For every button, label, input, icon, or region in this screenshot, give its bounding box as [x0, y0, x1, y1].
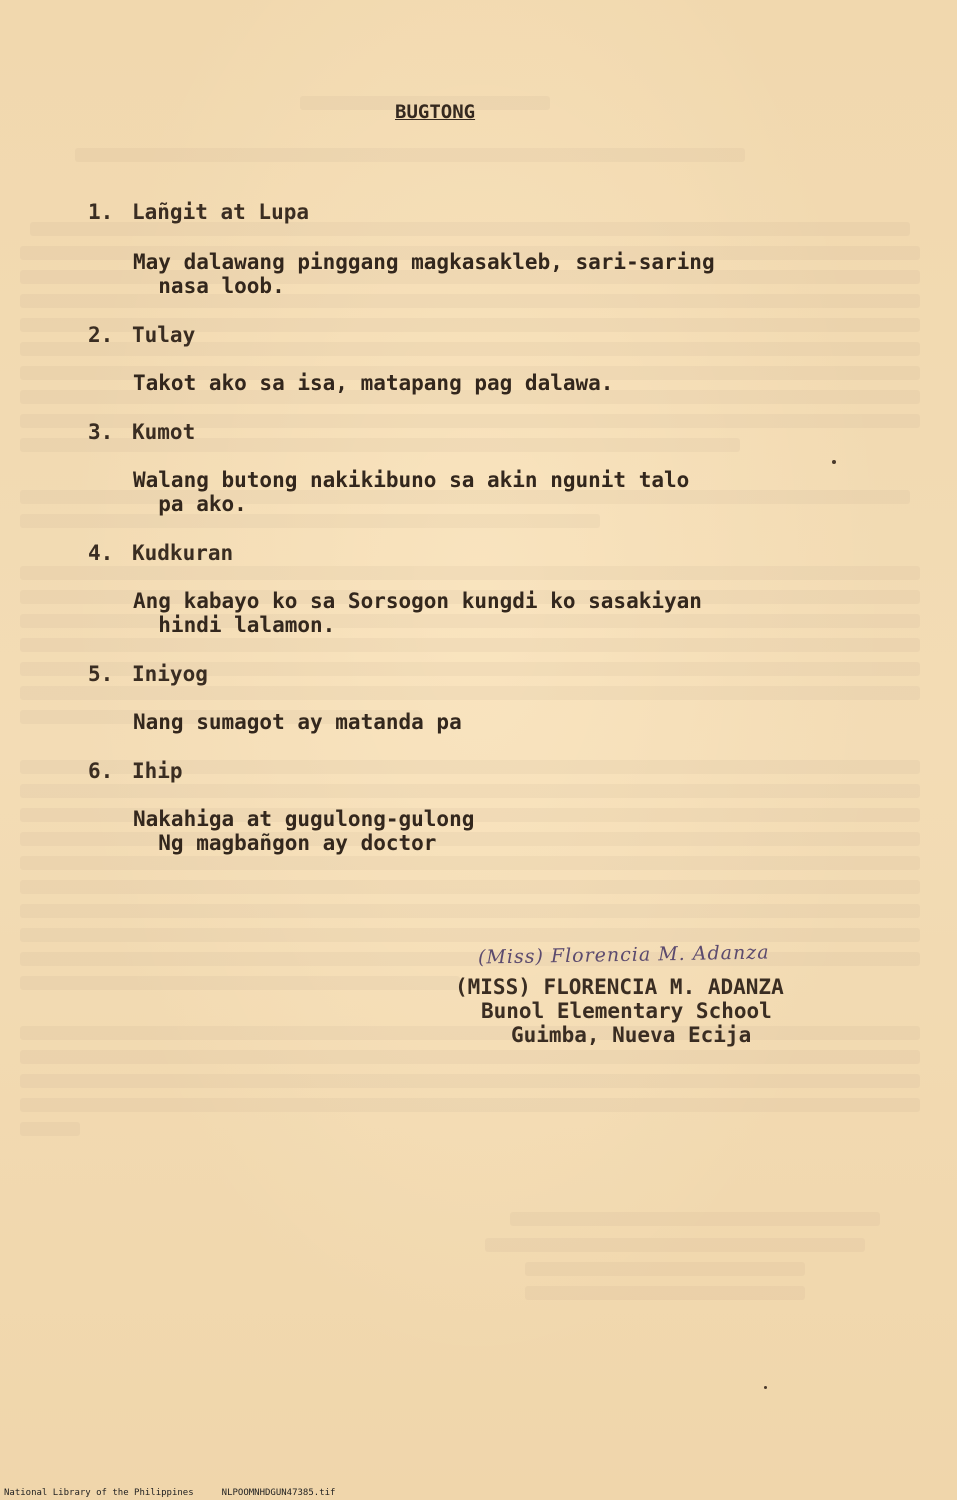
- item-number: 3.: [88, 420, 114, 444]
- item-number: 2.: [88, 323, 114, 347]
- item-number: 1.: [88, 200, 114, 224]
- riddle-answer-4: [88, 541, 233, 565]
- signature-block: [455, 975, 784, 1047]
- document-title: BUGTONG: [395, 101, 476, 123]
- riddle-text-4: Ang kabayo ko sa Sorsogon kungdi ko sasakiyan hindi lalamon.: [133, 589, 702, 637]
- riddle-text-6: Nakahiga at gugulong-gulong Ng magbañgon ay doctor: [133, 807, 475, 855]
- riddle-answer-3: [88, 420, 195, 444]
- footer-library: National Library of the Philippines: [4, 1488, 194, 1498]
- signatory-location: Guimba, Nueva Ecija: [511, 1023, 752, 1047]
- riddle-answer-2: [88, 323, 195, 347]
- item-number: 5.: [88, 662, 114, 686]
- answer-text: Iniyog: [132, 662, 208, 686]
- riddle-answer-1: [88, 200, 309, 224]
- answer-text: Ihip: [132, 759, 183, 783]
- handwritten-signature: (Miss) Florencia M. Adanza: [477, 941, 770, 969]
- riddle-text-1: May dalawang pinggang magkasakleb, sari-saring nasa loob.: [133, 250, 715, 298]
- answer-text: Lañgit at Lupa: [132, 200, 310, 224]
- answer-text: Kudkuran: [132, 541, 234, 565]
- item-number: 6.: [88, 759, 114, 783]
- riddle-text-5: Nang sumagot ay matanda pa: [133, 710, 462, 734]
- answer-text: Tulay: [132, 323, 196, 347]
- riddle-text-3: Walang butong nakikibuno sa akin ngunit talo pa ako.: [133, 468, 690, 516]
- scan-footer: [4, 1488, 363, 1498]
- signatory-school: Bunol Elementary School: [481, 999, 772, 1023]
- riddle-text-2: Takot ako sa isa, matapang pag dalawa.: [133, 371, 614, 395]
- answer-text: Kumot: [132, 420, 196, 444]
- footer-filename: NLPOOMNHDGUN47385.tif: [221, 1488, 336, 1498]
- ink-speck: [832, 460, 836, 464]
- riddle-answer-6: [88, 759, 183, 783]
- signatory-name: (MISS) FLORENCIA M. ADANZA: [455, 975, 784, 999]
- item-number: 4.: [88, 541, 114, 565]
- riddle-answer-5: [88, 662, 208, 686]
- ink-speck: [764, 1386, 767, 1389]
